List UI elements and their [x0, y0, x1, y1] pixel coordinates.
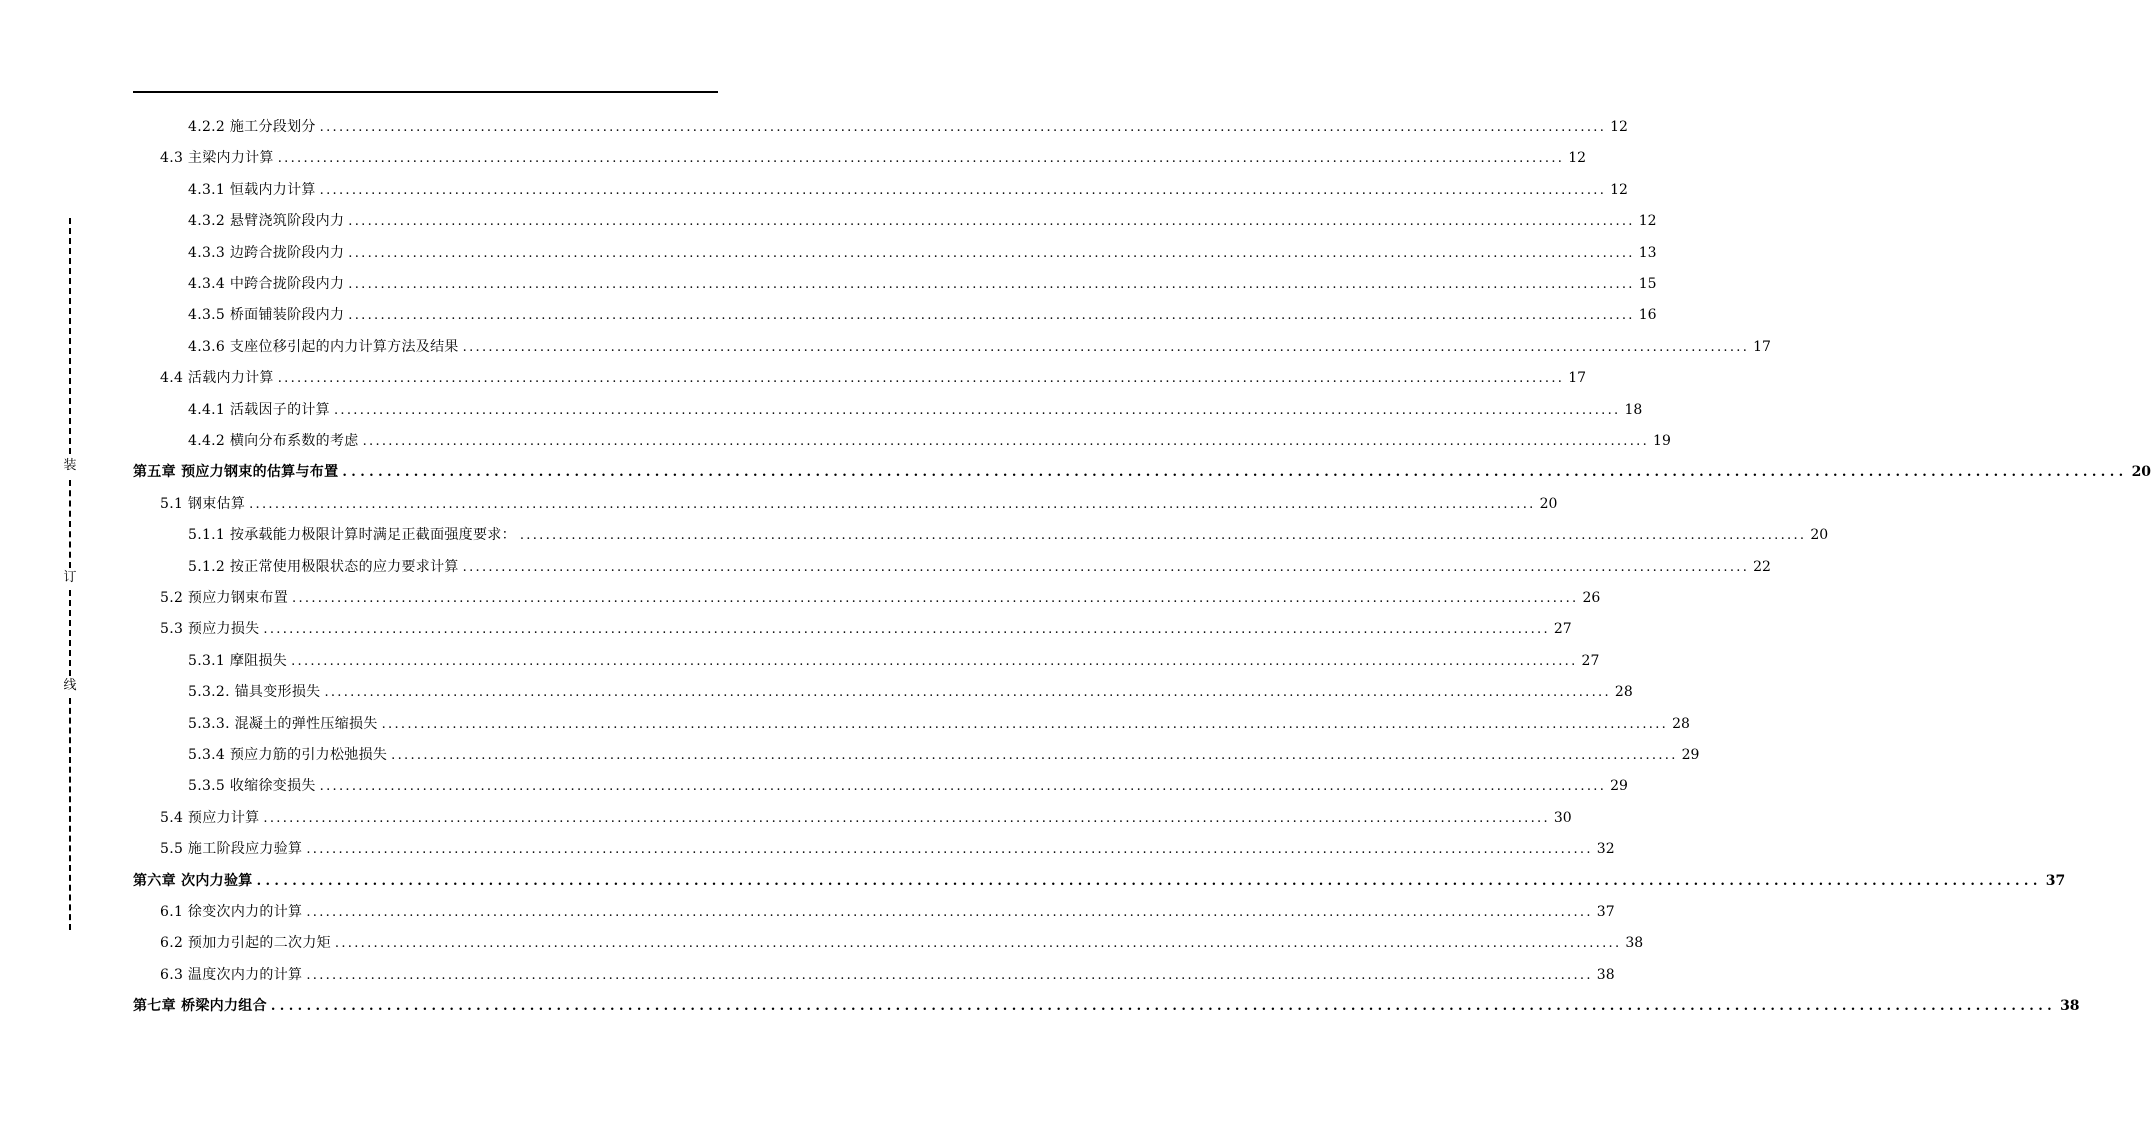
toc-entry[interactable]	[188, 556, 1771, 578]
toc-dot-leader: ........................................................................................................................................................................................................	[277, 371, 1565, 386]
toc-page-number: 22	[1753, 559, 1771, 575]
toc-entry-label: 4.4 活载内力计算	[160, 370, 274, 386]
toc-entry-label: 5.1 钢束估算	[160, 496, 246, 512]
toc-entry[interactable]	[188, 116, 1628, 138]
toc-page-number: 12	[1610, 119, 1628, 135]
toc-dot-leader: ........................................................................................................................................................................................................	[306, 905, 1593, 920]
toc-dot-leader: ........................................................................................................................................................................................................	[462, 340, 1750, 355]
toc-page-number: 15	[1638, 276, 1657, 292]
toc-page-number: 12	[1638, 213, 1657, 229]
toc-entry[interactable]	[160, 587, 1601, 609]
toc-entry[interactable]	[188, 681, 1633, 703]
toc-dot-leader: ........................................................................................................................................................................................................	[334, 936, 1622, 951]
toc-entry-label: 4.3.6 支座位移引起的内力计算方法及结果	[188, 339, 459, 355]
binding-mark-ding: 订	[63, 570, 77, 585]
toc-entry-label: 5.3.2. 锚具变形损失	[188, 684, 321, 700]
binding-mark-xian: 线	[63, 678, 77, 693]
toc-page-number: 13	[1638, 245, 1657, 261]
toc-entry-label: 4.3.3 边跨合拢阶段内力	[188, 245, 345, 261]
toc-entry[interactable]	[160, 618, 1572, 640]
toc-dot-leader: ........................................................................................................................................................................................................	[362, 434, 1650, 449]
toc-dot-leader: ........................................................................................................................................................................................................	[348, 308, 1635, 323]
toc-page-number: 28	[1614, 684, 1633, 700]
toc-page-number: 12	[1610, 182, 1628, 198]
toc-page-number: 20	[1810, 527, 1829, 543]
toc-entry-label: 4.3.1 恒载内力计算	[188, 182, 316, 198]
toc-entry-label: 5.3.5 收缩徐变损失	[188, 778, 316, 794]
toc-entry-label: 5.3.1 摩阻损失	[188, 653, 288, 669]
toc-dot-leader: ........................................................................................................................................................................................................	[319, 183, 1607, 198]
toc-entry[interactable]	[160, 838, 1615, 860]
binding-dash-line	[69, 698, 71, 930]
toc-entry-label: 5.3 预应力损失	[160, 621, 260, 637]
toc-entry[interactable]	[160, 807, 1572, 829]
toc-entry-label: 5.4 预应力计算	[160, 810, 260, 826]
toc-page-number: 20	[2131, 464, 2151, 480]
toc-dot-leader: ........................................................................................................................................................................................................	[319, 779, 1607, 794]
toc-entry-label: 第五章 预应力钢束的估算与布置	[133, 464, 339, 480]
toc-page-number: 30	[1553, 810, 1572, 826]
toc-page-number: 26	[1582, 590, 1601, 606]
toc-dot-leader: ........................................................................................................................................................................................................	[333, 403, 1621, 418]
toc-entry[interactable]	[188, 179, 1628, 201]
toc-page-number: 17	[1568, 370, 1587, 386]
toc-dot-leader: ........................................................................................................................................................................................................	[381, 717, 1669, 732]
toc-entry-label: 5.1.1 按承载能力极限计算时满足正截面强度要求：	[188, 527, 516, 543]
toc-page-number: 38	[1625, 935, 1644, 951]
toc-dot-leader: ........................................................................................................................................................................................................	[249, 497, 1536, 512]
toc-dot-leader: ........................................................................................................................................................................................................	[306, 842, 1593, 857]
toc-entry-label: 4.2.2 施工分段划分	[188, 119, 316, 135]
toc-entry[interactable]	[188, 713, 1690, 735]
header-rule	[133, 91, 718, 93]
toc-page-number: 27	[1581, 653, 1600, 669]
toc-entry-label: 5.3.4 预应力筋的引力松弛损失	[188, 747, 388, 763]
toc-entry-label: 第七章 桥梁内力组合	[133, 998, 267, 1014]
toc-entry[interactable]	[160, 901, 1615, 923]
toc-entry[interactable]	[188, 399, 1643, 421]
toc-entry[interactable]	[188, 242, 1657, 264]
toc-dot-leader: ........................................................................................................................................................................................................	[263, 622, 1550, 637]
toc-entry-label: 6.1 徐变次内力的计算	[160, 904, 303, 920]
toc-entry[interactable]	[188, 524, 1829, 546]
toc-entry[interactable]	[188, 336, 1771, 358]
toc-entry[interactable]	[160, 932, 1644, 954]
toc-entry[interactable]	[160, 964, 1615, 986]
toc-entry-label: 4.4.2 横向分布系数的考虑	[188, 433, 359, 449]
toc-entry[interactable]	[188, 273, 1657, 295]
toc-dot-leader: ........................................................................................................................................................................................................	[324, 685, 1611, 700]
toc-dot-leader: ........................................................................................................................................................................................................	[391, 748, 1678, 763]
binding-margin	[62, 218, 78, 930]
toc-page-number: 32	[1596, 841, 1615, 857]
toc-dot-leader: ........................................................................................................................................................................................................	[306, 968, 1593, 983]
toc-entry[interactable]	[160, 147, 1587, 169]
binding-dash-line	[69, 590, 71, 676]
toc-dot-leader: ........................................................................................................................................................................................................	[277, 151, 1565, 166]
toc-entry[interactable]	[188, 744, 1700, 766]
toc-page-number: 38	[1596, 967, 1615, 983]
toc-entry-label: 4.4.1 活载因子的计算	[188, 402, 330, 418]
binding-dash-line	[69, 480, 71, 568]
toc-entry-label: 4.3 主梁内力计算	[160, 150, 274, 166]
toc-dot-leader: ........................................................................................................................................................................................................	[348, 214, 1635, 229]
toc-chapter-entry[interactable]	[133, 870, 2066, 892]
binding-dash-line	[69, 218, 71, 454]
toc-page-number: 37	[1596, 904, 1615, 920]
toc-entry-label: 6.3 温度次内力的计算	[160, 967, 303, 983]
toc-entry-label: 4.3.4 中跨合拢阶段内力	[188, 276, 345, 292]
toc-page-number: 19	[1653, 433, 1671, 449]
toc-page-number: 38	[2060, 998, 2080, 1014]
toc-page-number: 18	[1624, 402, 1643, 418]
toc-entry-label: 5.2 预应力钢束布置	[160, 590, 289, 606]
toc-entry-label: 第六章 次内力验算	[133, 873, 253, 889]
toc-dot-leader: ........................................................................................................................................................................................................	[291, 654, 1578, 669]
toc-entry-label: 4.3.2 悬臂浇筑阶段内力	[188, 213, 345, 229]
toc-dot-leader: ........................................................................................................................................................................................................	[263, 811, 1550, 826]
toc-entry[interactable]	[188, 304, 1657, 326]
toc-dot-leader: ........................................................................................................................................................................................................	[519, 528, 1807, 543]
toc-dot-leader: ........................................................................................................................................................................................................	[342, 465, 2128, 480]
binding-mark-zhuang: 装	[63, 458, 77, 473]
toc-entry[interactable]	[188, 775, 1628, 797]
toc-dot-leader: ........................................................................................................................................................................................................	[348, 277, 1635, 292]
toc-entry-label: 6.2 预加力引起的二次力矩	[160, 935, 331, 951]
toc-entry[interactable]	[160, 367, 1587, 389]
toc-page-number: 17	[1753, 339, 1771, 355]
toc-dot-leader: ........................................................................................................................................................................................................	[319, 120, 1607, 135]
toc-chapter-entry[interactable]	[133, 995, 2080, 1017]
toc-page-number: 29	[1610, 778, 1628, 794]
toc-entry[interactable]	[188, 210, 1657, 232]
toc-chapter-entry[interactable]	[133, 461, 2151, 483]
toc-dot-leader: ........................................................................................................................................................................................................	[256, 874, 2042, 889]
toc-page-number: 20	[1539, 496, 1558, 512]
toc-entry[interactable]	[188, 430, 1671, 452]
toc-entry-label: 5.5 施工阶段应力验算	[160, 841, 303, 857]
toc-page-number: 16	[1638, 307, 1657, 323]
toc-dot-leader: ........................................................................................................................................................................................................	[270, 999, 2057, 1014]
toc-entry-label: 4.3.5 桥面铺装阶段内力	[188, 307, 345, 323]
toc-entry[interactable]	[188, 650, 1600, 672]
toc-page-number: 29	[1681, 747, 1700, 763]
toc-entry-label: 5.1.2 按正常使用极限状态的应力要求计算	[188, 559, 459, 575]
toc-entry[interactable]	[160, 493, 1558, 515]
toc-dot-leader: ........................................................................................................................................................................................................	[348, 246, 1635, 261]
toc-page-number: 37	[2045, 873, 2066, 889]
toc-page-number: 12	[1568, 150, 1587, 166]
toc-page-number: 28	[1672, 716, 1690, 732]
toc-dot-leader: ........................................................................................................................................................................................................	[462, 560, 1750, 575]
toc-page-number: 27	[1553, 621, 1572, 637]
toc-dot-leader: ........................................................................................................................................................................................................	[292, 591, 1579, 606]
toc-entry-label: 5.3.3. 混凝土的弹性压缩损失	[188, 716, 378, 732]
